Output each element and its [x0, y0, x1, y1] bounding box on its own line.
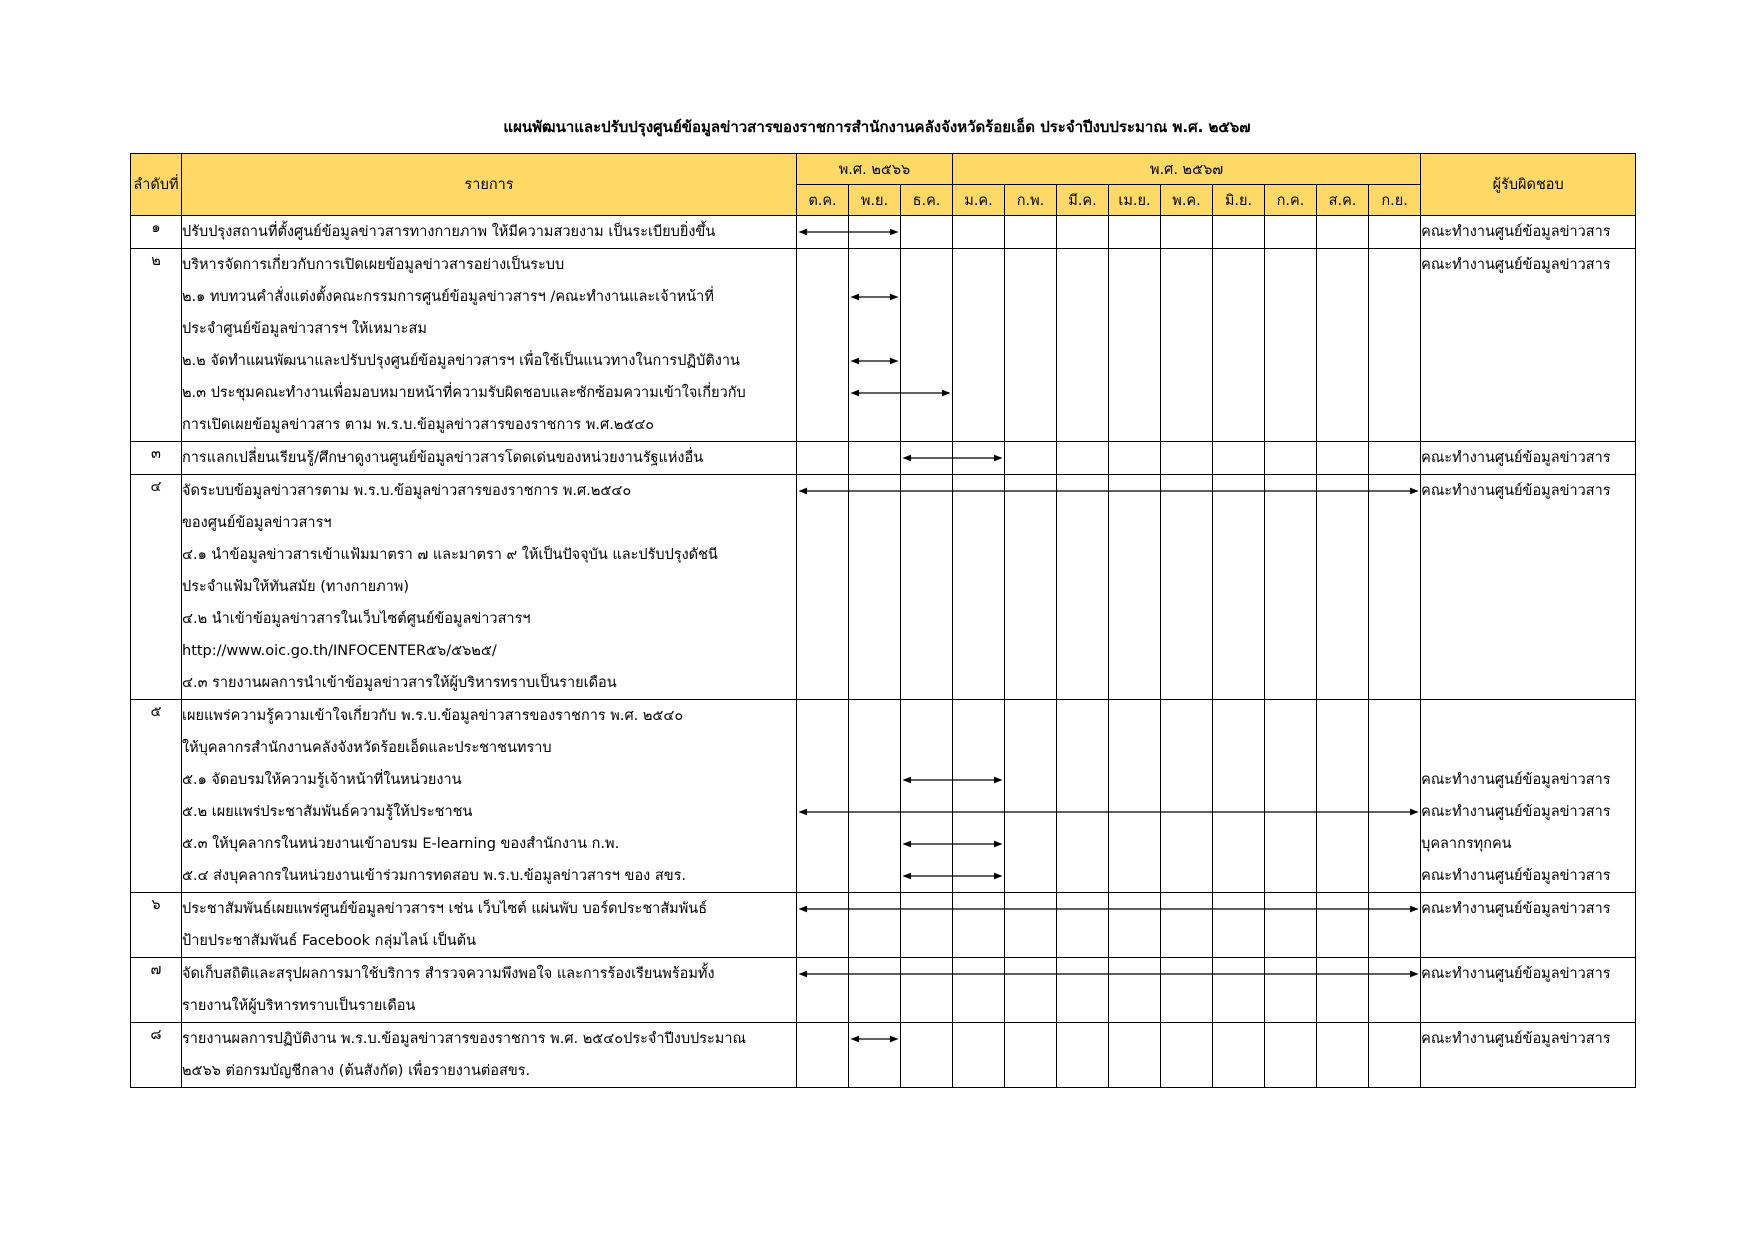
month-cell [1317, 958, 1369, 1023]
row-items [182, 249, 797, 442]
month-cell [1213, 1023, 1265, 1088]
row-number: ๘ [131, 1023, 182, 1088]
month-cell [1161, 700, 1213, 893]
month-cell [1109, 216, 1161, 249]
month-cell [901, 1023, 953, 1088]
month-cell [1161, 249, 1213, 442]
row-items [182, 700, 797, 893]
responsible-text-line [1421, 345, 1635, 377]
month-cell [1005, 216, 1057, 249]
header-no: ลำดับที่ [131, 154, 182, 216]
row-number: ๔ [131, 475, 182, 700]
month-cell [1057, 442, 1109, 475]
header-month: ต.ค. [797, 185, 849, 216]
header-month: พ.ย. [849, 185, 901, 216]
month-cell [1161, 442, 1213, 475]
responsible-text-line [1421, 667, 1635, 699]
item-text-line: ประจำศูนย์ข้อมูลข่าวสารฯ ให้เหมาะสม [182, 321, 427, 337]
month-cell [1369, 893, 1421, 958]
month-cell [953, 249, 1005, 442]
month-cell [1265, 216, 1317, 249]
month-cell [1109, 893, 1161, 958]
month-cell [1369, 475, 1421, 700]
month-cell [1057, 1023, 1109, 1088]
item-text-line: การแลกเปลี่ยนเรียนรู้/ศึกษาดูงานศูนย์ข้อมูลข่าวสารโดดเด่นของหน่วยงานรัฐแห่งอื่น [182, 450, 704, 466]
month-cell [1317, 1023, 1369, 1088]
plan-row [131, 700, 1636, 893]
month-cell [797, 700, 849, 893]
item-text-line: ให้บุคลากรสำนักงานคลังจังหวัดร้อยเอ็ดและประชาชนทราบ [182, 740, 552, 756]
month-cell [953, 475, 1005, 700]
item-text-line: ของศูนย์ข้อมูลข่าวสารฯ [182, 515, 332, 531]
header-month: มิ.ย. [1213, 185, 1265, 216]
plan-row [131, 475, 1636, 700]
header-month: พ.ค. [1161, 185, 1213, 216]
month-cell [1109, 249, 1161, 442]
row-number: ๓ [131, 442, 182, 475]
item-text-line: ประจำแฟ้มให้ทันสมัย (ทางกายภาพ) [182, 579, 409, 595]
month-cell [1161, 216, 1213, 249]
responsible-text-line: คณะทำงานศูนย์ข้อมูลข่าวสาร [1421, 257, 1611, 273]
month-cell [1005, 958, 1057, 1023]
month-cell [1161, 1023, 1213, 1088]
month-cell [1213, 958, 1265, 1023]
row-items [182, 893, 797, 958]
row-number: ๗ [131, 958, 182, 1023]
month-cell [849, 1023, 901, 1088]
month-cell [1213, 475, 1265, 700]
month-cell [901, 893, 953, 958]
item-text-line: ประชาสัมพันธ์เผยแพร่ศูนย์ข้อมูลข่าวสารฯ เช่น เว็บไซต์ แผ่นพับ บอร์ดประชาสัมพันธ์ [182, 901, 708, 917]
month-cell [1005, 1023, 1057, 1088]
month-cell [901, 475, 953, 700]
month-cell [1057, 216, 1109, 249]
month-cell [1317, 216, 1369, 249]
responsible-text-line: คณะทำงานศูนย์ข้อมูลข่าวสาร [1421, 483, 1611, 499]
item-text-line: ๒.๓ ประชุมคณะทำงานเพื่อมอบหมายหน้าที่ความรับผิดชอบและซักซ้อมความเข้าใจเกี่ยวกับ [182, 385, 746, 401]
month-cell [849, 893, 901, 958]
responsible-text-line [1421, 281, 1635, 313]
month-cell [849, 700, 901, 893]
month-cell [1369, 442, 1421, 475]
item-text-line: การเปิดเผยข้อมูลข่าวสาร ตาม พ.ร.บ.ข้อมูลข่าวสารของราชการ พ.ศ.๒๕๔๐ [182, 417, 655, 433]
month-cell [849, 442, 901, 475]
month-cell [797, 442, 849, 475]
month-cell [901, 958, 953, 1023]
item-text-line: ๔.๓ รายงานผลการนำเข้าข้อมูลข่าวสารให้ผู้บริหารทราบเป็นรายเดือน [182, 675, 617, 691]
item-text-line: ๒.๑ ทบทวนคำสั่งแต่งตั้งคณะกรรมการศูนย์ข้อมูลข่าวสารฯ /คณะทำงานและเจ้าหน้าที่ [182, 289, 714, 305]
responsible-text-line [1421, 925, 1635, 957]
header-month: ส.ค. [1317, 185, 1369, 216]
month-cell [1005, 249, 1057, 442]
plan-row [131, 442, 1636, 475]
month-cell [1317, 442, 1369, 475]
month-cell [1005, 700, 1057, 893]
month-cell [1005, 442, 1057, 475]
month-cell [1369, 249, 1421, 442]
item-text-line: จัดระบบข้อมูลข่าวสารตาม พ.ร.บ.ข้อมูลข่าวสารของราชการ พ.ศ.๒๕๔๐ [182, 483, 632, 499]
month-cell [1057, 893, 1109, 958]
responsible-text-line: บุคลากรทุกคน [1421, 836, 1512, 852]
month-cell [797, 249, 849, 442]
month-cell [1317, 893, 1369, 958]
row-responsible [1421, 475, 1636, 700]
plan-row [131, 893, 1636, 958]
item-text-line: รายงานให้ผู้บริหารทราบเป็นรายเดือน [182, 998, 416, 1014]
month-cell [1369, 216, 1421, 249]
header-month: ก.ค. [1265, 185, 1317, 216]
header-responsible: ผู้รับผิดชอบ [1421, 154, 1636, 216]
month-cell [953, 893, 1005, 958]
item-text-line: รายงานผลการปฏิบัติงาน พ.ร.บ.ข้อมูลข่าวสารของราชการ พ.ศ. ๒๕๔๐ประจำปีงบประมาณ [182, 1031, 746, 1047]
responsible-text-line [1421, 377, 1635, 409]
month-cell [797, 216, 849, 249]
item-text-line: เผยแพร่ความรู้ความเข้าใจเกี่ยวกับ พ.ร.บ.ข้อมูลข่าวสารของราชการ พ.ศ. ๒๕๔๐ [182, 708, 684, 724]
item-text-line: http://www.oic.go.th/INFOCENTER๕๖/๕๖๒๕/ [182, 643, 497, 659]
month-cell [849, 475, 901, 700]
item-text-line: ๕.๓ ให้บุคลากรในหน่วยงานเข้าอบรม E-learning ของสำนักงาน ก.พ. [182, 836, 620, 852]
month-cell [849, 249, 901, 442]
responsible-text-line [1421, 700, 1635, 732]
item-text-line: ๔.๑ นำข้อมูลข่าวสารเข้าแฟ้มมาตรา ๗ และมาตรา ๙ ให้เป็นปัจจุบัน และปรับปรุงดัชนี [182, 547, 718, 563]
item-text-line: บริหารจัดการเกี่ยวกับการเปิดเผยข้อมูลข่าวสารอย่างเป็นระบบ [182, 257, 565, 273]
month-cell [1213, 249, 1265, 442]
month-cell [1265, 958, 1317, 1023]
plan-row [131, 249, 1636, 442]
plan-schedule-table [130, 153, 1636, 1088]
item-text-line: ๕.๔ ส่งบุคลากรในหน่วยงานเข้าร่วมการทดสอบ พ.ร.บ.ข้อมูลข่าวสารฯ ของ สขร. [182, 868, 687, 884]
item-text-line: ๕.๑ จัดอบรมให้ความรู้เจ้าหน้าที่ในหน่วยงาน [182, 772, 462, 788]
month-cell [953, 700, 1005, 893]
month-cell [1109, 958, 1161, 1023]
month-cell [1213, 700, 1265, 893]
responsible-text-line [1421, 990, 1635, 1022]
item-text-line: ๒๕๖๖ ต่อกรมบัญชีกลาง (ต้นสังกัด) เพื่อรายงานต่อสขร. [182, 1063, 531, 1079]
month-cell [1265, 442, 1317, 475]
month-cell [1109, 442, 1161, 475]
header-year-2566: พ.ศ. ๒๕๖๖ [797, 154, 953, 185]
month-cell [901, 700, 953, 893]
responsible-text-line: คณะทำงานศูนย์ข้อมูลข่าวสาร [1421, 224, 1611, 240]
row-responsible [1421, 442, 1636, 475]
month-cell [1161, 893, 1213, 958]
month-cell [1369, 700, 1421, 893]
plan-row [131, 216, 1636, 249]
month-cell [953, 216, 1005, 249]
responsible-text-line: คณะทำงานศูนย์ข้อมูลข่าวสาร [1421, 966, 1611, 982]
month-cell [953, 442, 1005, 475]
row-number: ๒ [131, 249, 182, 442]
item-text-line: ๕.๒ เผยแพร่ประชาสัมพันธ์ความรู้ให้ประชาชน [182, 804, 473, 820]
item-text-line: ๔.๒ นำเข้าข้อมูลข่าวสารในเว็บไซต์ศูนย์ข้อมูลข่าวสารฯ [182, 611, 531, 627]
month-cell [1317, 700, 1369, 893]
month-cell [1265, 249, 1317, 442]
plan-row [131, 958, 1636, 1023]
month-cell [797, 1023, 849, 1088]
row-responsible [1421, 958, 1636, 1023]
row-responsible [1421, 893, 1636, 958]
item-text-line: จัดเก็บสถิติและสรุปผลการมาใช้บริการ สำรวจความพึงพอใจ และการร้องเรียนพร้อมทั้ง [182, 966, 715, 982]
responsible-text-line [1421, 732, 1635, 764]
responsible-text-line: คณะทำงานศูนย์ข้อมูลข่าวสาร [1421, 450, 1611, 466]
month-cell [1213, 216, 1265, 249]
month-cell [901, 216, 953, 249]
row-items [182, 1023, 797, 1088]
month-cell [901, 442, 953, 475]
month-cell [1317, 475, 1369, 700]
month-cell [797, 958, 849, 1023]
responsible-text-line: คณะทำงานศูนย์ข้อมูลข่าวสาร [1421, 868, 1611, 884]
month-cell [797, 475, 849, 700]
responsible-text-line [1421, 313, 1635, 345]
month-cell [1057, 958, 1109, 1023]
row-responsible [1421, 216, 1636, 249]
month-cell [1057, 700, 1109, 893]
month-cell [1005, 475, 1057, 700]
header-month: ก.พ. [1005, 185, 1057, 216]
responsible-text-line [1421, 1055, 1635, 1087]
header-items: รายการ [182, 154, 797, 216]
responsible-text-line [1421, 603, 1635, 635]
month-cell [1213, 893, 1265, 958]
responsible-text-line [1421, 635, 1635, 667]
responsible-text-line: คณะทำงานศูนย์ข้อมูลข่าวสาร [1421, 1031, 1611, 1047]
row-items [182, 216, 797, 249]
month-cell [1213, 442, 1265, 475]
row-items [182, 442, 797, 475]
responsible-text-line [1421, 539, 1635, 571]
month-cell [953, 1023, 1005, 1088]
month-cell [1265, 893, 1317, 958]
month-cell [849, 958, 901, 1023]
month-cell [953, 958, 1005, 1023]
responsible-text-line [1421, 409, 1635, 441]
row-number: ๖ [131, 893, 182, 958]
row-number: ๑ [131, 216, 182, 249]
document-title: แผนพัฒนาและปรับปรุงศูนย์ข้อมูลข่าวสารของราชการสำนักงานคลังจังหวัดร้อยเอ็ด ประจำปีงบประมาณ พ.ศ. ๒๕๖๗ [503, 118, 1251, 136]
month-cell [1109, 475, 1161, 700]
month-cell [1265, 700, 1317, 893]
item-text-line: ป้ายประชาสัมพันธ์ Facebook กลุ่มไลน์ เป็นต้น [182, 933, 477, 949]
header-month: เม.ย. [1109, 185, 1161, 216]
row-responsible [1421, 1023, 1636, 1088]
month-cell [1109, 700, 1161, 893]
table-header [131, 154, 1636, 216]
month-cell [1265, 475, 1317, 700]
month-cell [1109, 1023, 1161, 1088]
month-cell [1265, 1023, 1317, 1088]
header-year-2567: พ.ศ. ๒๕๖๗ [953, 154, 1421, 185]
responsible-text-line [1421, 507, 1635, 539]
row-number: ๕ [131, 700, 182, 893]
month-cell [1005, 893, 1057, 958]
responsible-text-line: คณะทำงานศูนย์ข้อมูลข่าวสาร [1421, 804, 1611, 820]
month-cell [1057, 249, 1109, 442]
responsible-text-line: คณะทำงานศูนย์ข้อมูลข่าวสาร [1421, 772, 1611, 788]
item-text-line: ปรับปรุงสถานที่ตั้งศูนย์ข้อมูลข่าวสารทางกายภาพ ให้มีความสวยงาม เป็นระเบียบยิ่งขึ้น [182, 224, 716, 240]
month-cell [1317, 249, 1369, 442]
row-responsible [1421, 249, 1636, 442]
responsible-text-line: คณะทำงานศูนย์ข้อมูลข่าวสาร [1421, 901, 1611, 917]
month-cell [1161, 475, 1213, 700]
month-cell [1369, 1023, 1421, 1088]
month-cell [1161, 958, 1213, 1023]
row-responsible [1421, 700, 1636, 893]
plan-row [131, 1023, 1636, 1088]
item-text-line: ๒.๒ จัดทำแผนพัฒนาและปรับปรุงศูนย์ข้อมูลข่าวสารฯ เพื่อใช้เป็นแนวทางในการปฏิบัติงาน [182, 353, 740, 369]
header-month: มี.ค. [1057, 185, 1109, 216]
month-cell [1057, 475, 1109, 700]
header-month: ก.ย. [1369, 185, 1421, 216]
month-cell [1369, 958, 1421, 1023]
month-cell [849, 216, 901, 249]
row-items [182, 475, 797, 700]
month-cell [797, 893, 849, 958]
header-month: ม.ค. [953, 185, 1005, 216]
month-cell [901, 249, 953, 442]
responsible-text-line [1421, 571, 1635, 603]
header-month: ธ.ค. [901, 185, 953, 216]
row-items [182, 958, 797, 1023]
